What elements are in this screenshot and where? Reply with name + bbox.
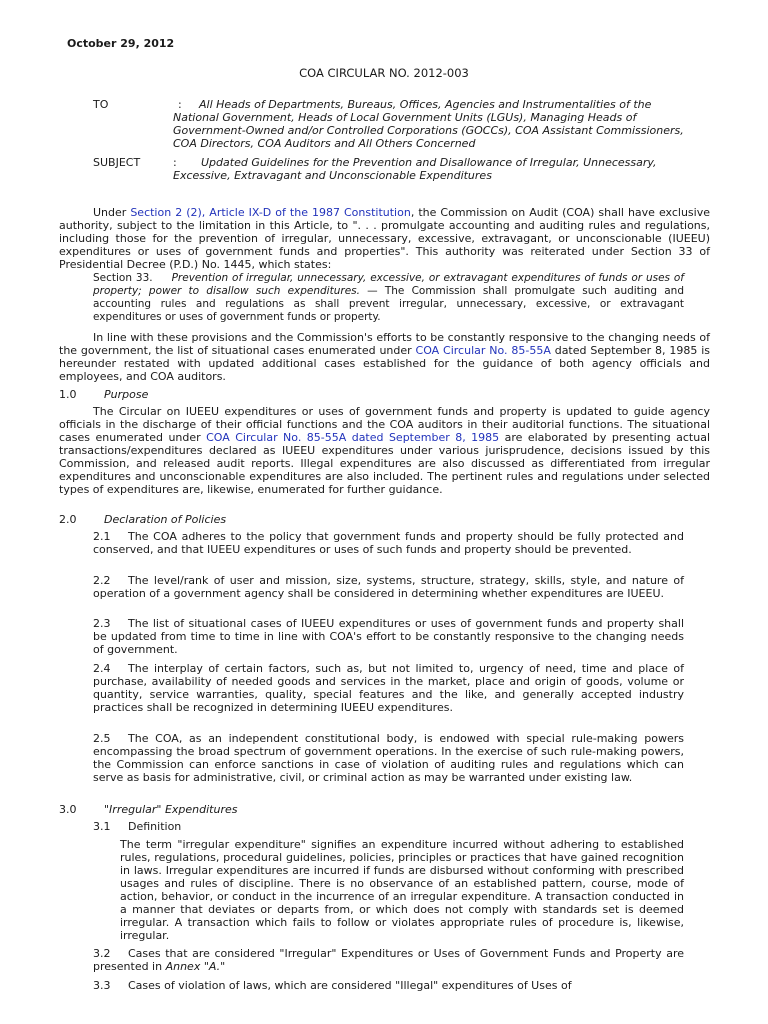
intro-paragraph <box>59 206 710 271</box>
definition-number: 3.1 <box>93 820 111 833</box>
section-2-title: Declaration of Policies <box>104 513 227 526</box>
definition-heading <box>93 820 684 833</box>
subject-text: Updated Guidelines for the Prevention and Disallowance of Irregular, Unnecessary, Excessive, Extravagant and Unconscionable Expenditures <box>173 156 657 182</box>
policy-number: 2.3 <box>93 617 111 630</box>
item-3-3-number: 3.3 <box>93 979 111 992</box>
policy-number: 2.2 <box>93 574 111 587</box>
policy-number: 2.4 <box>93 662 111 675</box>
quote-title: Prevention of irregular, unnecessary, excessive, or extravagant expenditures of funds or uses of property; power to disallow such expenditures. <box>93 272 684 297</box>
quote-section: Section 33. <box>93 272 153 284</box>
section-1-number: 1.0 <box>59 388 77 401</box>
quote-body: — The Commission shall promulgate such auditing and accounting rules and regulations as shall prevent irregular, unnecessary, excessive, or extravagant expenditures or uses of government funds or property. <box>93 285 684 323</box>
item-3-2-number: 3.2 <box>93 947 111 960</box>
policy-text: The interplay of certain factors, such as, but not limited to, urgency of need, time and place of purchase, availability of needed goods and services in the market, place and origin of goods, volume or quantity, service warranties, quality, special features and the like, and generally accepted industry practices shall be recognized in determining IUEEU expenditures. <box>93 662 684 714</box>
subject-text-block <box>173 156 698 182</box>
subject-label: SUBJECT <box>93 156 141 169</box>
policy-text: The COA, as an independent constitutional body, is endowed with special rule-making powers encompassing the broad spectrum of government operations. In the exercise of such rule-making powers, the Commission can enforce sanctions in case of violation of auditing rules and regulations which can serve as basis for administrative, civil, or criminal action as may be warranted under existing law. <box>93 732 684 784</box>
coa-circular-85-55a-link[interactable]: COA Circular No. 85-55A <box>415 344 551 357</box>
policy-number: 2.1 <box>93 530 111 543</box>
policy-item <box>93 530 684 556</box>
section-33-quote <box>93 272 684 324</box>
section-1-title: Purpose <box>104 388 149 401</box>
coa-circular-1985-link[interactable]: COA Circular No. 85-55A dated September 8, 1985 <box>206 431 500 444</box>
policy-text: The list of situational cases of IUEEU expenditures or uses of government funds and property shall be updated from time to time in line with COA's effort to be constantly responsive to the changing needs of government. <box>93 617 684 656</box>
policy-number: 2.5 <box>93 732 111 745</box>
policy-item <box>93 662 684 714</box>
circular-number: COA CIRCULAR NO. 2012-003 <box>299 66 469 80</box>
policy-item <box>93 732 684 784</box>
policy-item <box>93 617 684 656</box>
to-label: TO <box>93 98 109 111</box>
section-2-number: 2.0 <box>59 513 77 526</box>
purpose-paragraph <box>59 405 710 496</box>
item-3-2 <box>93 947 684 973</box>
section-3-number: 3.0 <box>59 803 77 816</box>
to-text: All Heads of Departments, Bureaus, Offices, Agencies and Instrumentalities of the National Government, Heads of Local Government Units (LGUs), Managing Heads of Government-Owned and/or Controlled Corporations (GOCCs), COA Assistant Commissioners, COA Directors, COA Auditors and All Others Concerned <box>173 98 684 150</box>
section-3-heading <box>59 803 237 816</box>
purpose-post: are elaborated by presenting actual transactions/expenditures declared as IUEEU expenditures under various jurisprudence, decisions issued by this Commission, and released audit reports. Illegal expenditures are also discussed as differentiated from irregular expenditures and unconscionable expenditures are also included. The pertinent rules and regulations under selected types of expenditures are, likewise, enumerated for further guidance. <box>59 431 710 496</box>
to-colon: : <box>178 98 182 111</box>
section-1-heading <box>59 388 148 401</box>
subject-colon: : <box>173 156 177 169</box>
item-3-2-text: Cases that are considered "Irregular" Expenditures or Uses of Government Funds and Property are presented in <box>93 947 684 973</box>
para2-post: dated September 8, 1985 is hereunder restated with updated additional cases established for the guidance of both agency officials and employees, and COA auditors. <box>59 344 710 383</box>
circular-date: October 29, 2012 <box>67 37 175 50</box>
to-addressees <box>173 98 698 150</box>
annex-a-reference: Annex "A." <box>165 960 226 973</box>
intro-paragraph-2 <box>59 331 710 383</box>
constitution-link[interactable]: Section 2 (2), Article IX-D of the 1987 Constitution <box>130 206 411 219</box>
item-3-3 <box>93 979 684 992</box>
policy-item <box>93 574 684 600</box>
section-3-title: "Irregular" Expenditures <box>104 803 238 816</box>
item-3-3-text: Cases of violation of laws, which are considered "Illegal" expenditures of Uses of <box>128 979 572 992</box>
section-2-heading <box>59 513 226 526</box>
intro-post: , the Commission on Audit (COA) shall have exclusive authority, subject to the limitation in this Article, to ". . . promulgate accounting and auditing rules and regulations, including those for the prevention of irregular, unnecessary, excessive, extravagant, or unconscionable (IUEEU) expenditures or uses of government funds and properties". This authority was reiterated under Section 33 of Presidential Decree (P.D.) No. 1445, which states: <box>59 206 710 271</box>
policy-text: The level/rank of user and mission, size, systems, structure, strategy, skills, style, and nature of operation of a government agency shall be considered in determining whether expenditures are IUEEU. <box>93 574 684 600</box>
para2-pre: In line with these provisions and the Commission's efforts to be constantly responsive to the changing needs of the government, the list of situational cases enumerated under <box>59 331 710 357</box>
policy-text: The COA adheres to the policy that government funds and property should be fully protected and conserved, and that IUEEU expenditures or uses of such funds and property should be prevented. <box>93 530 684 556</box>
intro-pre: Under <box>93 206 131 219</box>
definition-title: Definition <box>128 820 182 833</box>
definition-paragraph: The term "irregular expenditure" signifies an expenditure incurred without adhering to established rules, regulations, procedural guidelines, policies, principles or practices that have gained recognition in laws. Irregular expenditures are incurred if funds are disbursed without conforming with prescribed usages and rules of discipline. There is no observance of an established pattern, course, mode of action, behavior, or conduct in the incurrence of an irregular expenditure. A transaction conducted in a manner that deviates or departs from, or which does not comply with standards set is deemed irregular. A transaction which fails to follow or violates appropriate rules of procedure is, likewise, irregular. <box>120 838 684 942</box>
purpose-pre: The Circular on IUEEU expenditures or uses of government funds and property is updated to guide agency officials in the discharge of their official functions and the COA auditors in their auditorial functions. The situational cases enumerated under <box>59 405 710 444</box>
